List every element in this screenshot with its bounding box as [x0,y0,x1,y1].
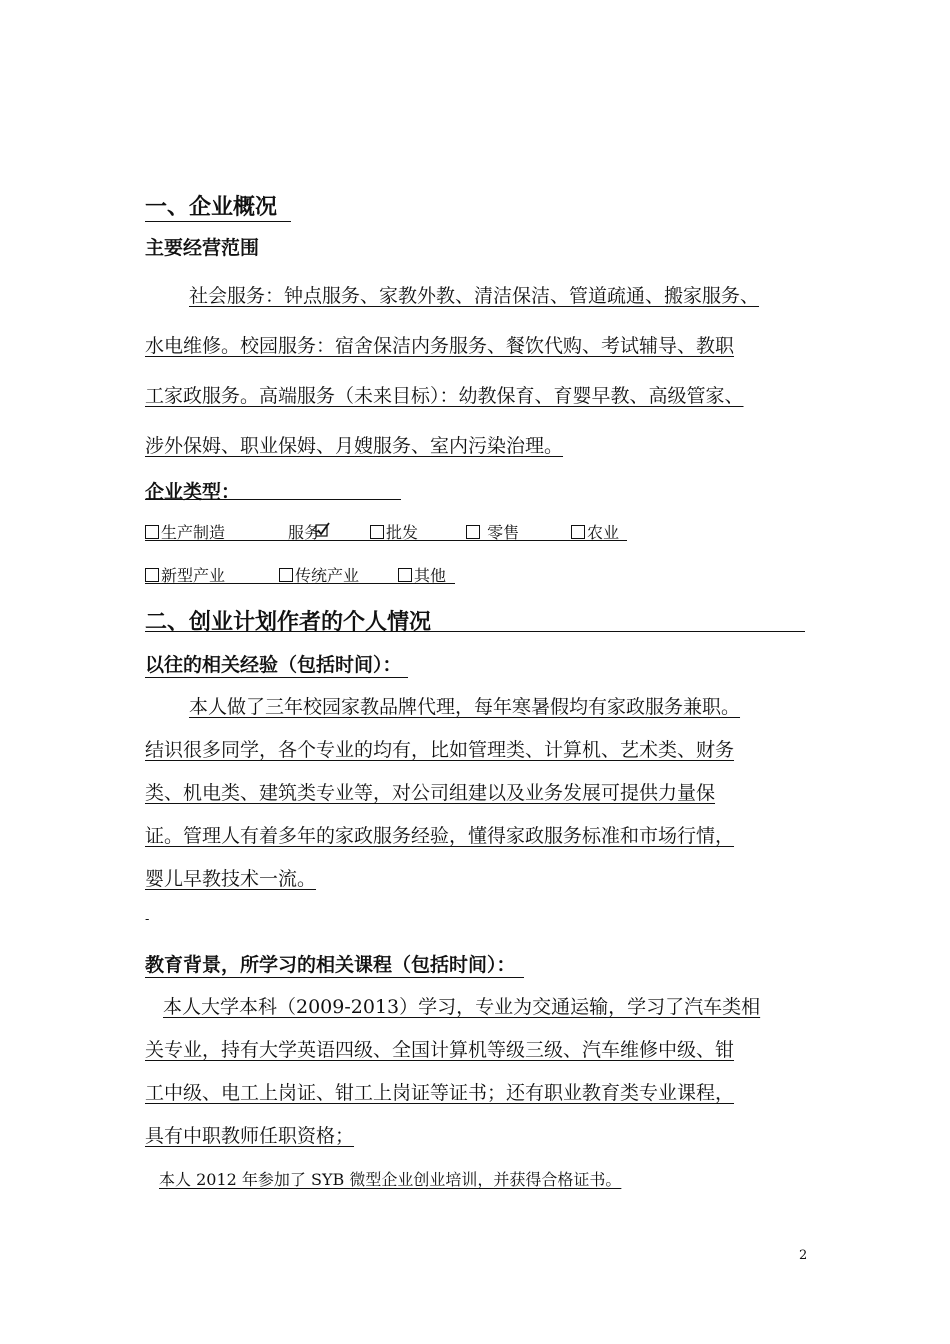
page-number: 2 [799,1248,808,1263]
experience-line-4: 证。管理人有着多年的家政服务经验，懂得家政服务标准和市场行情， [145,825,735,847]
education-line-4-text: 具有中职教师任职资格； [145,1125,355,1147]
checkbox-icon [370,525,384,539]
education-heading [145,950,524,978]
section-title-text: 一、企业概况 [145,195,278,220]
option-service-label: 服务 [288,523,321,542]
education-line-4 [145,1121,374,1148]
checkbox-icon [398,568,412,582]
scope-line-4-text: 涉外保姆、职业保姆、月嫂服务、室内污染治理。 [145,435,564,457]
stray-mark: - [145,912,150,927]
option-traditional-industry-label: 传统产业 [295,566,360,585]
education-line-2: 关专业，持有大学英语四级、全国计算机等级三级、汽车维修中级、钳 [145,1039,735,1061]
scope-heading: 主要经营范围 [145,237,260,259]
checkbox-icon [466,525,480,539]
type-row-2-underline [145,583,455,584]
experience-line-5 [145,864,326,891]
education-line-1-text: 本人大学本科（2009-2013）学习，专业为交通运输，学习了汽车类相 [163,996,761,1018]
education-line-1 [145,992,760,1019]
company-type-label-text: 企业类型： [145,481,241,503]
checkbox-icon [145,568,159,582]
scope-line-4 [145,431,585,458]
option-manufacturing-label: 生产制造 [161,523,226,542]
experience-heading [145,650,408,678]
section-title-author-info [145,605,805,635]
scope-line-2: 水电维修。校园服务：宿舍保洁内务服务、餐饮代购、考试辅导、教职 [145,335,735,357]
experience-line-5-text: 婴儿早教技术一流。 [145,868,317,890]
education-heading-text: 教育背景，所学习的相关课程（包括时间）： [145,954,516,976]
type-options-row-2 [145,563,455,585]
option-retail-label: 零售 [487,523,520,542]
option-wholesale-label: 批发 [386,523,419,542]
experience-heading-text: 以往的相关经验（包括时间）： [145,654,402,676]
type-row-1-underline [145,540,627,541]
option-other-label: 其他 [414,566,447,585]
scope-line-1: 社会服务：钟点服务、家教外教、清洁保洁、管道疏通、搬家服务、 [189,285,760,307]
company-type-label [145,477,401,503]
type-options-row-1 [145,520,627,542]
scope-line-3: 工家政服务。高端服务（未来目标）：幼教保育、育婴早教、高级管家、 [145,385,744,407]
checkbox-icon [571,525,585,539]
option-new-industry-label: 新型产业 [161,566,226,585]
training-line-text: 本人 2012 年参加了 SYB 微型企业创业培训，并获得合格证书。 [159,1170,622,1189]
education-line-3: 工中级、电工上岗证、钳工上岗证等证书；还有职业教育类专业课程， [145,1082,735,1104]
experience-line-3: 类、机电类、建筑类专业等，对公司组建以及业务发展可提供力量保 [145,782,716,804]
experience-line-2: 结识很多同学，各个专业的均有，比如管理类、计算机、艺术类、财务 [145,739,735,761]
training-line [145,1167,621,1190]
section-title-text: 二、创业计划作者的个人情况 [145,610,432,635]
experience-line-1: 本人做了三年校园家教品牌代理，每年寒暑假均有家政服务兼职。 [189,696,741,718]
checkbox-icon [145,525,159,539]
checkbox-icon [279,568,293,582]
option-agriculture-label: 农业 [587,523,620,542]
section-title-company-overview [145,190,291,222]
checked-box-icon[interactable] [315,522,331,542]
